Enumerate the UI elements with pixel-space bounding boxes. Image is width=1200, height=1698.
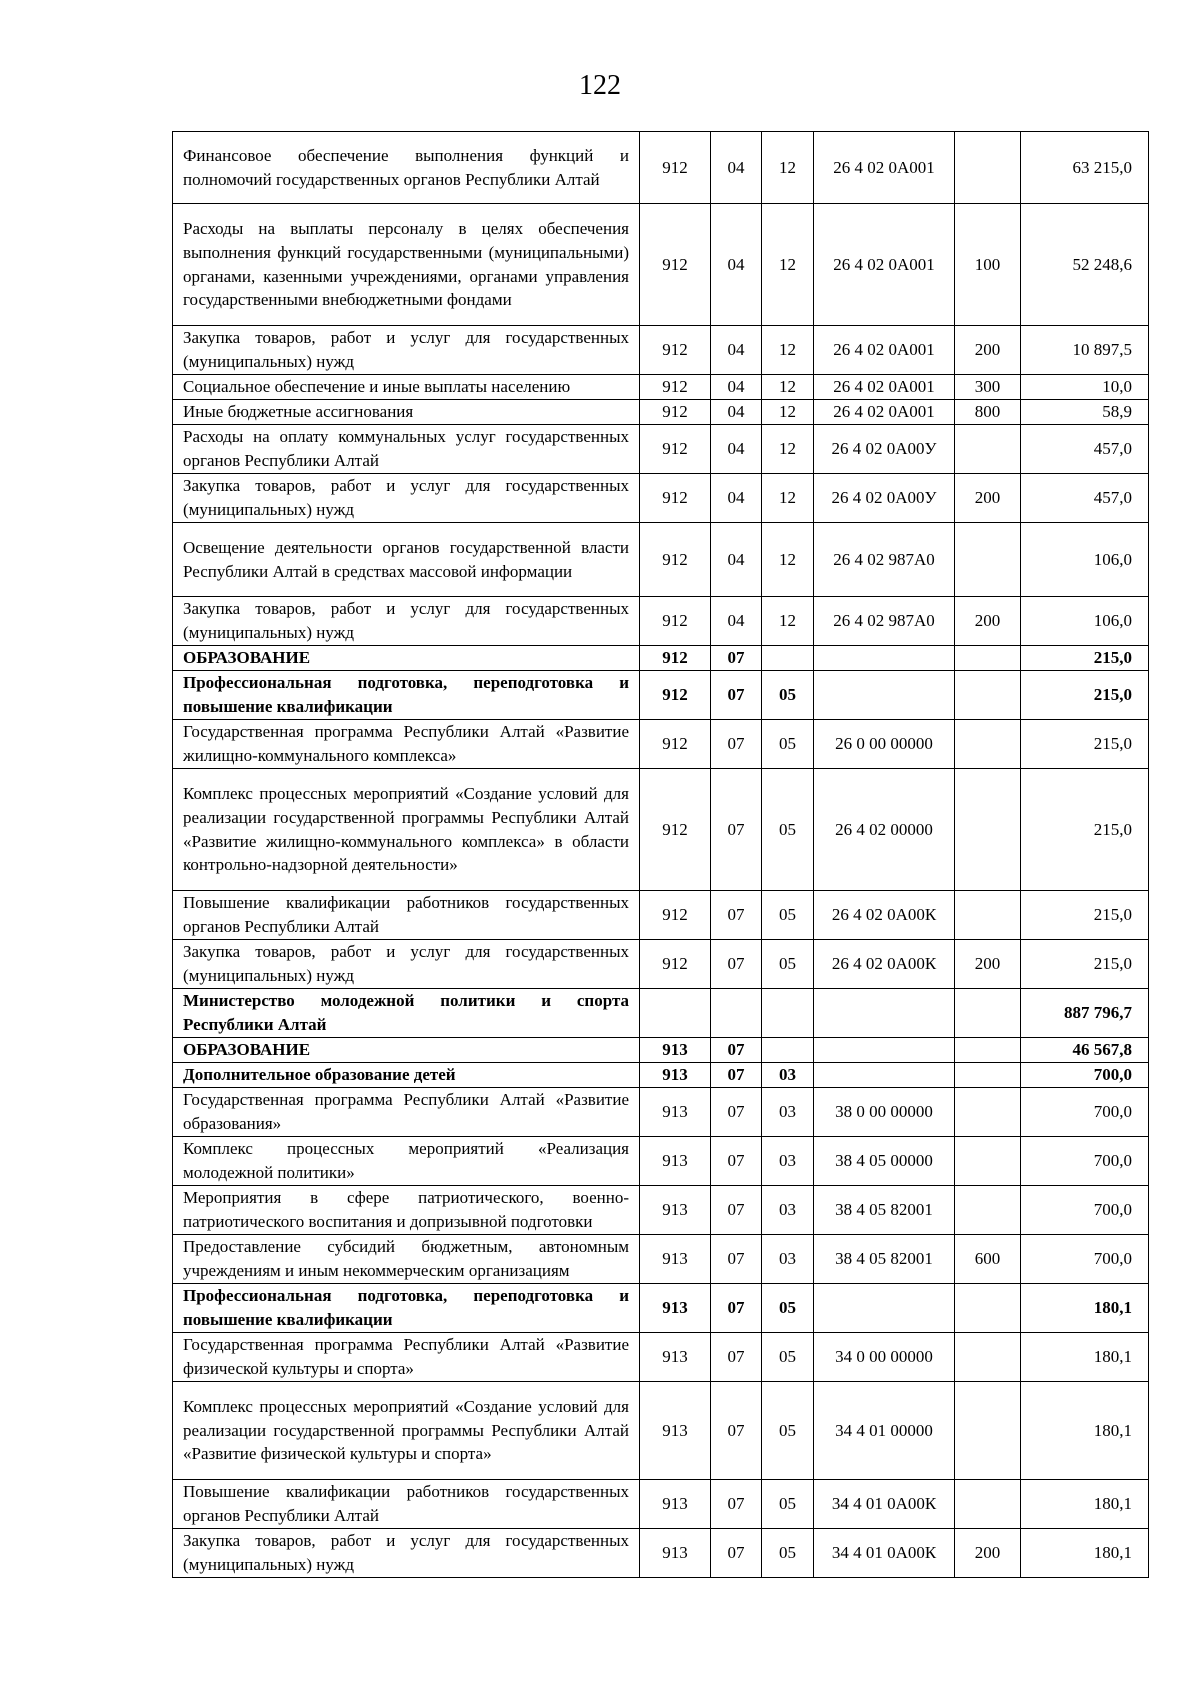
expense-type-cell: 200 bbox=[955, 1529, 1021, 1578]
amount-cell: 10 897,5 bbox=[1021, 326, 1149, 375]
grbs-code-cell: 913 bbox=[640, 1529, 711, 1578]
expense-type-cell bbox=[955, 523, 1021, 597]
expense-type-cell: 200 bbox=[955, 597, 1021, 646]
table-row bbox=[173, 720, 1149, 769]
table-row bbox=[173, 1529, 1149, 1578]
table-row bbox=[173, 326, 1149, 375]
table-row bbox=[173, 646, 1149, 671]
expense-type-cell bbox=[955, 1186, 1021, 1235]
expense-type-cell bbox=[955, 769, 1021, 891]
target-article-cell: 34 4 01 00000 bbox=[814, 1382, 955, 1480]
grbs-code-cell: 912 bbox=[640, 474, 711, 523]
target-article-cell: 38 4 05 00000 bbox=[814, 1137, 955, 1186]
target-article-cell: 26 4 02 0А001 bbox=[814, 400, 955, 425]
table-row bbox=[173, 204, 1149, 326]
row-name-cell: Закупка товаров, работ и услуг для государственных (муниципальных) нужд bbox=[173, 326, 640, 375]
expense-type-cell bbox=[955, 891, 1021, 940]
table-row bbox=[173, 1480, 1149, 1529]
target-article-cell: 26 4 02 0А001 bbox=[814, 132, 955, 204]
amount-cell: 700,0 bbox=[1021, 1186, 1149, 1235]
row-name-cell: ОБРАЗОВАНИЕ bbox=[173, 646, 640, 671]
amount-cell: 180,1 bbox=[1021, 1529, 1149, 1578]
grbs-code-cell: 912 bbox=[640, 326, 711, 375]
expense-type-cell bbox=[955, 720, 1021, 769]
row-name-cell: Расходы на выплаты персоналу в целях обеспечения выполнения функций государственными (муниципальными) органами, казенными учреждениями, органами управления государственными внебюджетными фондами bbox=[173, 204, 640, 326]
row-name-cell: Закупка товаров, работ и услуг для государственных (муниципальных) нужд bbox=[173, 940, 640, 989]
target-article-cell: 26 4 02 00000 bbox=[814, 769, 955, 891]
row-name-cell: Расходы на оплату коммунальных услуг государственных органов Республики Алтай bbox=[173, 425, 640, 474]
section-code-cell: 07 bbox=[711, 1284, 762, 1333]
row-name-cell: Комплекс процессных мероприятий «Создание условий для реализации государственной программы Республики Алтай «Развитие жилищно-коммунального комплекса» в области контрольно-надзорной деятельности» bbox=[173, 769, 640, 891]
grbs-code-cell: 913 bbox=[640, 1480, 711, 1529]
amount-cell: 58,9 bbox=[1021, 400, 1149, 425]
table-row bbox=[173, 375, 1149, 400]
expense-type-cell: 100 bbox=[955, 204, 1021, 326]
row-name-cell: Повышение квалификации работников государственных органов Республики Алтай bbox=[173, 1480, 640, 1529]
target-article-cell: 26 4 02 0А00У bbox=[814, 425, 955, 474]
target-article-cell bbox=[814, 1038, 955, 1063]
subsection-code-cell: 12 bbox=[762, 425, 814, 474]
section-code-cell: 07 bbox=[711, 891, 762, 940]
expense-type-cell bbox=[955, 1063, 1021, 1088]
table-row bbox=[173, 1333, 1149, 1382]
section-code-cell: 04 bbox=[711, 425, 762, 474]
section-code-cell: 07 bbox=[711, 1186, 762, 1235]
target-article-cell: 34 4 01 0А00К bbox=[814, 1529, 955, 1578]
row-name-cell: Профессиональная подготовка, переподготовка и повышение квалификации bbox=[173, 671, 640, 720]
table-row bbox=[173, 1186, 1149, 1235]
amount-cell: 180,1 bbox=[1021, 1333, 1149, 1382]
row-name-cell: Закупка товаров, работ и услуг для государственных (муниципальных) нужд bbox=[173, 597, 640, 646]
subsection-code-cell: 03 bbox=[762, 1063, 814, 1088]
table-row bbox=[173, 1382, 1149, 1480]
row-name-cell: Комплекс процессных мероприятий «Реализация молодежной политики» bbox=[173, 1137, 640, 1186]
section-code-cell: 04 bbox=[711, 132, 762, 204]
amount-cell: 215,0 bbox=[1021, 671, 1149, 720]
table-row bbox=[173, 400, 1149, 425]
subsection-code-cell: 05 bbox=[762, 720, 814, 769]
target-article-cell: 34 4 01 0А00К bbox=[814, 1480, 955, 1529]
amount-cell: 700,0 bbox=[1021, 1063, 1149, 1088]
amount-cell: 10,0 bbox=[1021, 375, 1149, 400]
row-name-cell: Закупка товаров, работ и услуг для государственных (муниципальных) нужд bbox=[173, 1529, 640, 1578]
amount-cell: 215,0 bbox=[1021, 769, 1149, 891]
target-article-cell: 26 4 02 0А00У bbox=[814, 474, 955, 523]
row-name-cell: Профессиональная подготовка, переподготовка и повышение квалификации bbox=[173, 1284, 640, 1333]
amount-cell: 106,0 bbox=[1021, 523, 1149, 597]
subsection-code-cell: 05 bbox=[762, 1284, 814, 1333]
table-row bbox=[173, 891, 1149, 940]
section-code-cell: 07 bbox=[711, 1088, 762, 1137]
section-code-cell: 07 bbox=[711, 1480, 762, 1529]
section-code-cell: 07 bbox=[711, 1333, 762, 1382]
target-article-cell: 26 4 02 987А0 bbox=[814, 597, 955, 646]
row-name-cell: ОБРАЗОВАНИЕ bbox=[173, 1038, 640, 1063]
subsection-code-cell: 03 bbox=[762, 1235, 814, 1284]
section-code-cell: 04 bbox=[711, 597, 762, 646]
row-name-cell: Мероприятия в сфере патриотического, военно-патриотического воспитания и допризывной подготовки bbox=[173, 1186, 640, 1235]
target-article-cell: 26 0 00 00000 bbox=[814, 720, 955, 769]
grbs-code-cell: 912 bbox=[640, 523, 711, 597]
row-name-cell: Государственная программа Республики Алтай «Развитие образования» bbox=[173, 1088, 640, 1137]
target-article-cell: 26 4 02 0А001 bbox=[814, 375, 955, 400]
target-article-cell: 38 4 05 82001 bbox=[814, 1235, 955, 1284]
subsection-code-cell bbox=[762, 646, 814, 671]
target-article-cell: 26 4 02 0А001 bbox=[814, 326, 955, 375]
row-name-cell: Дополнительное образование детей bbox=[173, 1063, 640, 1088]
table-row bbox=[173, 1284, 1149, 1333]
table-body bbox=[173, 132, 1149, 1578]
subsection-code-cell: 12 bbox=[762, 204, 814, 326]
table-row bbox=[173, 1137, 1149, 1186]
section-code-cell: 04 bbox=[711, 326, 762, 375]
amount-cell: 215,0 bbox=[1021, 720, 1149, 769]
grbs-code-cell: 913 bbox=[640, 1235, 711, 1284]
grbs-code-cell: 913 bbox=[640, 1038, 711, 1063]
row-name-cell: Финансовое обеспечение выполнения функций и полномочий государственных органов Республики Алтай bbox=[173, 132, 640, 204]
amount-cell: 457,0 bbox=[1021, 425, 1149, 474]
subsection-code-cell: 05 bbox=[762, 1333, 814, 1382]
section-code-cell: 07 bbox=[711, 720, 762, 769]
target-article-cell: 26 4 02 0А00К bbox=[814, 940, 955, 989]
target-article-cell bbox=[814, 671, 955, 720]
expense-type-cell bbox=[955, 1088, 1021, 1137]
expense-type-cell bbox=[955, 1038, 1021, 1063]
page-number: 122 bbox=[579, 70, 621, 101]
subsection-code-cell: 05 bbox=[762, 891, 814, 940]
table-row bbox=[173, 989, 1149, 1038]
section-code-cell: 04 bbox=[711, 523, 762, 597]
section-code-cell: 07 bbox=[711, 1382, 762, 1480]
grbs-code-cell: 913 bbox=[640, 1088, 711, 1137]
grbs-code-cell: 912 bbox=[640, 940, 711, 989]
section-code-cell: 07 bbox=[711, 1235, 762, 1284]
expense-type-cell: 200 bbox=[955, 474, 1021, 523]
amount-cell: 180,1 bbox=[1021, 1284, 1149, 1333]
row-name-cell: Освещение деятельности органов государственной власти Республики Алтай в средствах массовой информации bbox=[173, 523, 640, 597]
row-name-cell: Государственная программа Республики Алтай «Развитие жилищно-коммунального комплекса» bbox=[173, 720, 640, 769]
table-row bbox=[173, 1235, 1149, 1284]
subsection-code-cell bbox=[762, 1038, 814, 1063]
section-code-cell: 04 bbox=[711, 400, 762, 425]
grbs-code-cell: 913 bbox=[640, 1137, 711, 1186]
expense-type-cell bbox=[955, 425, 1021, 474]
expense-type-cell bbox=[955, 1284, 1021, 1333]
table-row bbox=[173, 671, 1149, 720]
section-code-cell: 04 bbox=[711, 375, 762, 400]
grbs-code-cell: 912 bbox=[640, 132, 711, 204]
target-article-cell bbox=[814, 1063, 955, 1088]
grbs-code-cell: 912 bbox=[640, 375, 711, 400]
section-code-cell: 07 bbox=[711, 1038, 762, 1063]
grbs-code-cell: 912 bbox=[640, 597, 711, 646]
target-article-cell bbox=[814, 1284, 955, 1333]
amount-cell: 457,0 bbox=[1021, 474, 1149, 523]
amount-cell: 46 567,8 bbox=[1021, 1038, 1149, 1063]
section-code-cell: 07 bbox=[711, 769, 762, 891]
grbs-code-cell: 913 bbox=[640, 1063, 711, 1088]
subsection-code-cell: 12 bbox=[762, 523, 814, 597]
subsection-code-cell: 12 bbox=[762, 474, 814, 523]
amount-cell: 180,1 bbox=[1021, 1382, 1149, 1480]
amount-cell: 887 796,7 bbox=[1021, 989, 1149, 1038]
row-name-cell: Комплекс процессных мероприятий «Создание условий для реализации государственной программы Республики Алтай «Развитие физической культуры и спорта» bbox=[173, 1382, 640, 1480]
grbs-code-cell: 913 bbox=[640, 1382, 711, 1480]
budget-table bbox=[172, 131, 1149, 1578]
amount-cell: 700,0 bbox=[1021, 1235, 1149, 1284]
table-row bbox=[173, 523, 1149, 597]
row-name-cell: Государственная программа Республики Алтай «Развитие физической культуры и спорта» bbox=[173, 1333, 640, 1382]
table-row bbox=[173, 1038, 1149, 1063]
table-row bbox=[173, 425, 1149, 474]
amount-cell: 63 215,0 bbox=[1021, 132, 1149, 204]
amount-cell: 215,0 bbox=[1021, 891, 1149, 940]
expense-type-cell bbox=[955, 1333, 1021, 1382]
target-article-cell: 38 0 00 00000 bbox=[814, 1088, 955, 1137]
expense-type-cell bbox=[955, 1137, 1021, 1186]
amount-cell: 215,0 bbox=[1021, 940, 1149, 989]
grbs-code-cell: 912 bbox=[640, 400, 711, 425]
table-row bbox=[173, 132, 1149, 204]
row-name-cell: Повышение квалификации работников государственных органов Республики Алтай bbox=[173, 891, 640, 940]
expense-type-cell: 200 bbox=[955, 326, 1021, 375]
expense-type-cell bbox=[955, 646, 1021, 671]
target-article-cell: 34 0 00 00000 bbox=[814, 1333, 955, 1382]
target-article-cell: 26 4 02 0А00К bbox=[814, 891, 955, 940]
subsection-code-cell: 05 bbox=[762, 1382, 814, 1480]
section-code-cell: 07 bbox=[711, 1137, 762, 1186]
subsection-code-cell: 05 bbox=[762, 1480, 814, 1529]
subsection-code-cell bbox=[762, 989, 814, 1038]
grbs-code-cell: 912 bbox=[640, 769, 711, 891]
subsection-code-cell: 05 bbox=[762, 1529, 814, 1578]
amount-cell: 180,1 bbox=[1021, 1480, 1149, 1529]
grbs-code-cell: 913 bbox=[640, 1284, 711, 1333]
expense-type-cell bbox=[955, 1480, 1021, 1529]
expense-type-cell bbox=[955, 671, 1021, 720]
subsection-code-cell: 05 bbox=[762, 671, 814, 720]
subsection-code-cell: 05 bbox=[762, 940, 814, 989]
amount-cell: 700,0 bbox=[1021, 1088, 1149, 1137]
subsection-code-cell: 03 bbox=[762, 1186, 814, 1235]
grbs-code-cell: 913 bbox=[640, 1186, 711, 1235]
subsection-code-cell: 03 bbox=[762, 1088, 814, 1137]
subsection-code-cell: 12 bbox=[762, 400, 814, 425]
expense-type-cell bbox=[955, 132, 1021, 204]
expense-type-cell: 800 bbox=[955, 400, 1021, 425]
row-name-cell: Министерство молодежной политики и спорта Республики Алтай bbox=[173, 989, 640, 1038]
section-code-cell: 07 bbox=[711, 1529, 762, 1578]
subsection-code-cell: 05 bbox=[762, 769, 814, 891]
section-code-cell: 07 bbox=[711, 671, 762, 720]
row-name-cell: Предоставление субсидий бюджетным, автономным учреждениям и иным некоммерческим организациям bbox=[173, 1235, 640, 1284]
section-code-cell: 07 bbox=[711, 1063, 762, 1088]
section-code-cell: 04 bbox=[711, 204, 762, 326]
amount-cell: 700,0 bbox=[1021, 1137, 1149, 1186]
target-article-cell: 26 4 02 0А001 bbox=[814, 204, 955, 326]
target-article-cell bbox=[814, 989, 955, 1038]
table-row bbox=[173, 940, 1149, 989]
grbs-code-cell: 912 bbox=[640, 425, 711, 474]
grbs-code-cell: 912 bbox=[640, 891, 711, 940]
grbs-code-cell: 912 bbox=[640, 671, 711, 720]
table-row bbox=[173, 1088, 1149, 1137]
table-row bbox=[173, 474, 1149, 523]
subsection-code-cell: 12 bbox=[762, 132, 814, 204]
grbs-code-cell: 913 bbox=[640, 1333, 711, 1382]
target-article-cell: 26 4 02 987А0 bbox=[814, 523, 955, 597]
subsection-code-cell: 03 bbox=[762, 1137, 814, 1186]
subsection-code-cell: 12 bbox=[762, 326, 814, 375]
grbs-code-cell bbox=[640, 989, 711, 1038]
subsection-code-cell: 12 bbox=[762, 375, 814, 400]
table-row bbox=[173, 597, 1149, 646]
target-article-cell: 38 4 05 82001 bbox=[814, 1186, 955, 1235]
expense-type-cell: 200 bbox=[955, 940, 1021, 989]
expense-type-cell bbox=[955, 989, 1021, 1038]
row-name-cell: Иные бюджетные ассигнования bbox=[173, 400, 640, 425]
row-name-cell: Закупка товаров, работ и услуг для государственных (муниципальных) нужд bbox=[173, 474, 640, 523]
subsection-code-cell: 12 bbox=[762, 597, 814, 646]
expense-type-cell: 300 bbox=[955, 375, 1021, 400]
section-code-cell bbox=[711, 989, 762, 1038]
amount-cell: 106,0 bbox=[1021, 597, 1149, 646]
expense-type-cell bbox=[955, 1382, 1021, 1480]
table-row bbox=[173, 769, 1149, 891]
expense-type-cell: 600 bbox=[955, 1235, 1021, 1284]
section-code-cell: 07 bbox=[711, 646, 762, 671]
amount-cell: 52 248,6 bbox=[1021, 204, 1149, 326]
target-article-cell bbox=[814, 646, 955, 671]
section-code-cell: 07 bbox=[711, 940, 762, 989]
grbs-code-cell: 912 bbox=[640, 646, 711, 671]
grbs-code-cell: 912 bbox=[640, 204, 711, 326]
amount-cell: 215,0 bbox=[1021, 646, 1149, 671]
grbs-code-cell: 912 bbox=[640, 720, 711, 769]
row-name-cell: Социальное обеспечение и иные выплаты населению bbox=[173, 375, 640, 400]
section-code-cell: 04 bbox=[711, 474, 762, 523]
table-row bbox=[173, 1063, 1149, 1088]
